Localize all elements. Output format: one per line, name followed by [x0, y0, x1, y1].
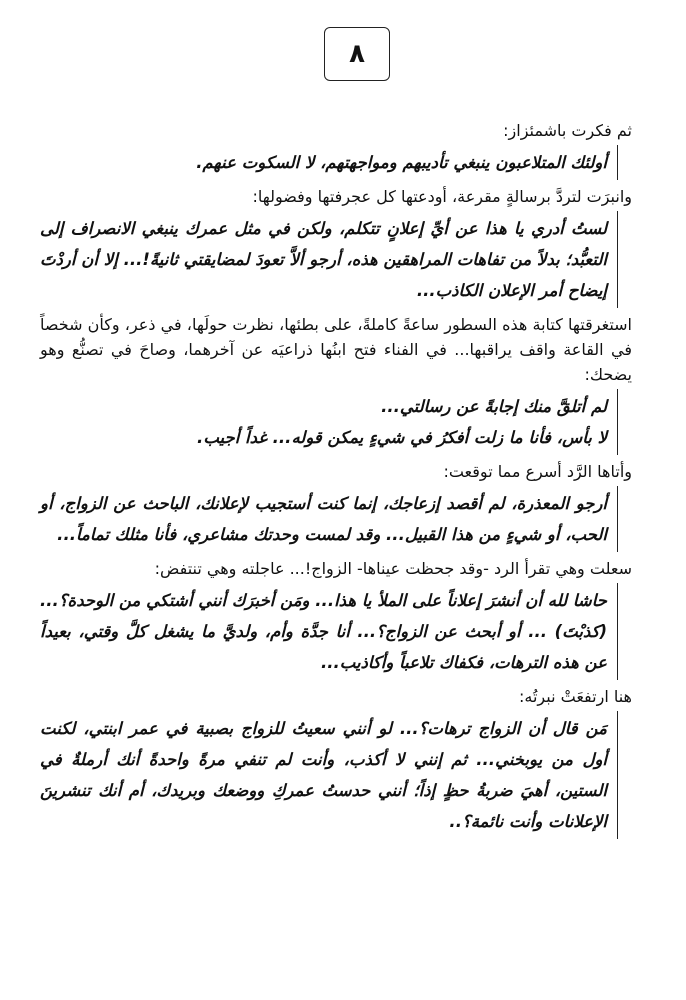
narration-paragraph: هنا ارتفعَتْ نبرتُه: — [519, 687, 632, 706]
narration-paragraph: سعلت وهي تقرأ الرد -وقد جحظت عيناها- الزواج!... عاجلته وهي تنتفض: — [154, 559, 632, 578]
narration-paragraph: ثم فكرت باشمئزاز: — [503, 121, 632, 140]
narration-paragraph: استغرقتها كتابة هذه السطور ساعةً كاملةً، على بطئها، نظرت حولَها، في ذعر، وكأن شخصاً في القاعة واقف يراقبها... في الفناء فتح ابنُها ذراعيَه عن آخرهما، وصاحَ في تصنُّع وهو يضحك: — [40, 315, 632, 384]
message-quote — [40, 389, 618, 455]
quote-line: لم أتلقَّ منك إجابةً عن رسالتي... — [381, 397, 607, 416]
quote-line: أرجو المعذرة، لم أقصد إزعاجك، إنما كنت أستجيب لإعلانك، الباحث عن الزواج، أو الحب، أو شيءٍ من هذا القبيل... وقد لمست وحدتك مشاعري، فأنا مثلك تماماً... — [40, 494, 607, 544]
quote-line: حاشا لله أن أنشرَ إعلاناً على الملأ يا هذا... ومَن أخبرَك أنني أشتكي من الوحدة؟... (كذبْتَ) ... أو أبحث عن الزواج؟... أنا جدَّة وأم، ولديَّ ما يشغل كلَّ وقتي، بعيداً عن هذه الترهات، فكفاك تلاعباً وأكاذيب... — [40, 591, 607, 672]
page-number-box — [324, 27, 390, 81]
page-text — [40, 118, 632, 843]
page-number: ٨ — [349, 39, 365, 69]
message-quote — [40, 486, 618, 552]
narration-paragraph: وأتاها الرَّد أسرع مما توقعت: — [443, 462, 632, 481]
quote-line: لا بأس، فأنا ما زلت أفكرُ في شيءٍ يمكن قوله... غداً أجيب. — [197, 428, 607, 447]
message-quote — [40, 145, 618, 180]
quote-line: أولئك المتلاعبون ينبغي تأديبهم ومواجهتهم، لا السكوت عنهم. — [196, 153, 607, 172]
message-quote — [40, 583, 618, 680]
message-quote — [40, 211, 618, 308]
message-quote — [40, 711, 618, 839]
narration-paragraph: وانبرَت لتردَّ برسالةٍ مقرعة، أودعتها كل عجرفتها وفضولها: — [252, 187, 632, 206]
quote-line: لستُ أدري يا هذا عن أيِّ إعلانٍ تتكلم، ولكن في مثل عمرك ينبغي الانصراف إلى التعبُّد؛ بدلاً من تفاهات المراهقين هذه، أرجو ألاَّ تعودَ لمضايقتي ثانيةً!... إلا أن أردْتَ إيضاح أمر الإعلان الكاذب... — [40, 219, 607, 300]
quote-line: مَن قال أن الزواج ترهات؟... لو أنني سعيتُ للزواج بصبية في عمر ابنتي، لكنت أول من يوبخني... ثم إنني لا أكذب، وأنت لم تنفي مرةً واحدةً أنك أرملةٌ في الستين، أهيَ ضربةُ حظٍ إذاً؛ أنني حدستُ عمركِ ووضعك وبريدك، أم أنك تنشرينَ الإعلانات وأنت نائمة؟.. — [40, 719, 607, 831]
